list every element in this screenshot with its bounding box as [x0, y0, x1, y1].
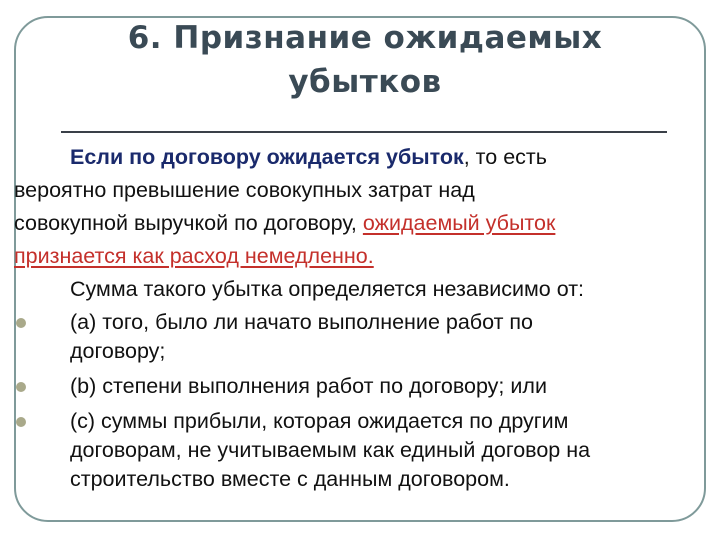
para1-line3-plain: совокупной выручкой по договору,	[14, 211, 363, 235]
intro-text: Сумма такого убытка определяется независимо от:	[70, 277, 585, 301]
para1-emphasis: Если по договору ожидается убыток	[70, 145, 464, 169]
item-c-line1: (c) суммы прибыли, которая ожидается по другим	[70, 409, 569, 433]
item-a-line2: договору;	[70, 339, 166, 363]
para1-line1	[70, 141, 547, 173]
item-b-line1: (b) степени выполнения работ по договору; или	[70, 374, 547, 398]
item-c-line2: договорам, не учитываемым как единый договор на	[70, 438, 591, 462]
slide-title	[0, 16, 720, 104]
para1-lead-rest: , то есть	[463, 145, 547, 169]
para1-line4-red: признается как расход немедленно.	[14, 244, 374, 268]
para1-line4	[14, 240, 374, 272]
title-line-2: убытков	[288, 64, 442, 100]
para1-line3-red: ожидаемый убыток	[362, 211, 556, 235]
bullet-icon	[16, 417, 26, 427]
bullet-icon	[16, 382, 26, 392]
title-divider	[61, 131, 667, 133]
item-c-line3: строительство вместе с данным договором.	[70, 467, 510, 491]
para1-line2: вероятно превышение совокупных затрат над	[14, 178, 475, 202]
item-a-line1: (а) того, было ли начато выполнение работ по	[70, 310, 534, 334]
para1-line3	[14, 207, 555, 239]
bullet-icon	[16, 318, 26, 328]
title-line-1: 6. Признание ожидаемых	[127, 20, 603, 56]
